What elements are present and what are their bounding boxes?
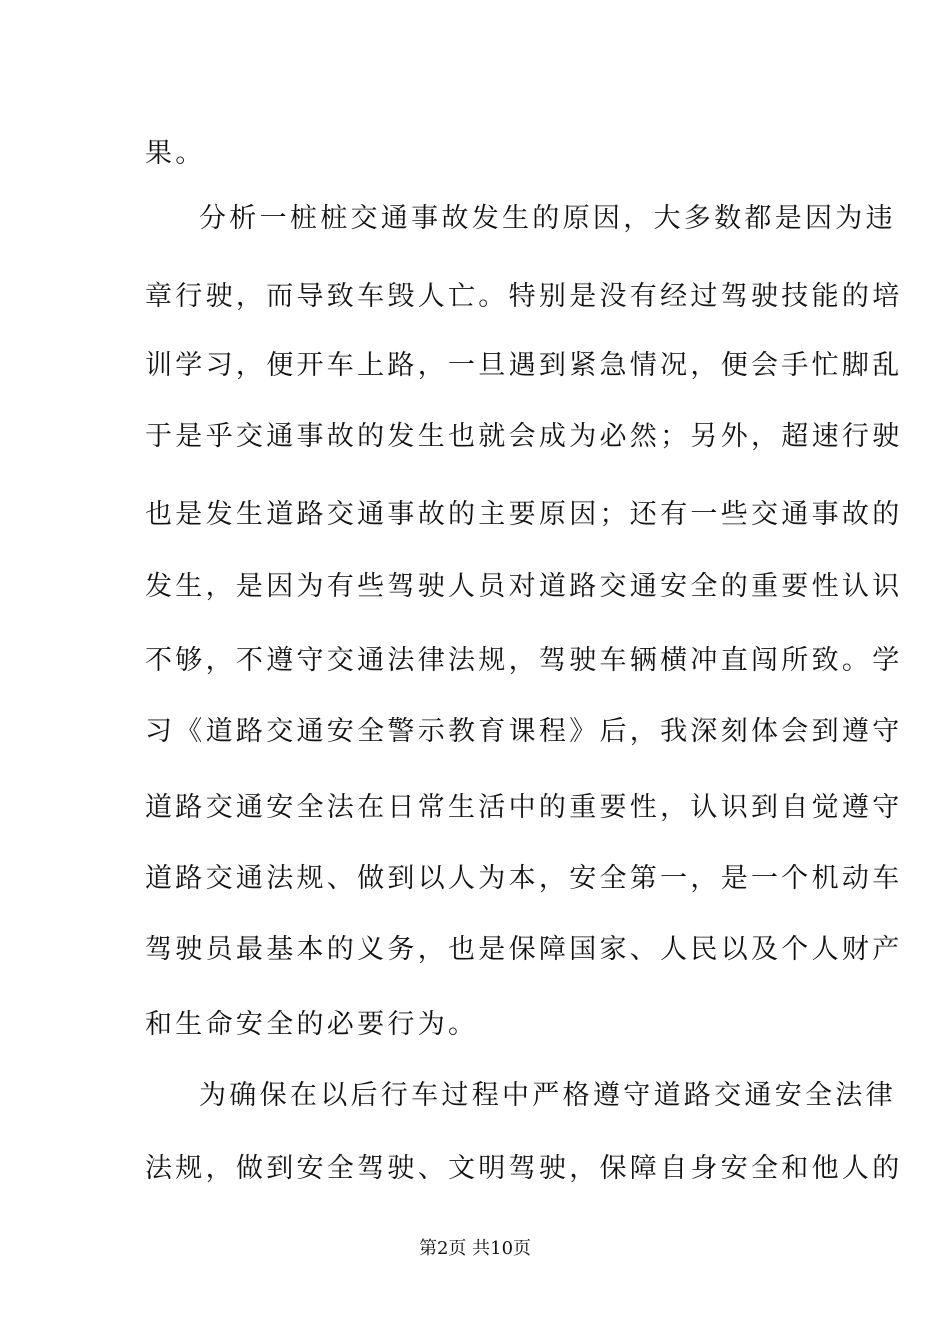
text-line-9: 习《道路交通安全警示教育课程》后，我深刻体会到遵守: [145, 716, 903, 747]
text-line-7: 发生，是因为有些驾驶人员对道路交通安全的重要性认识: [145, 571, 903, 602]
text-line-10: 道路交通安全法在日常生活中的重要性，认识到自觉遵守: [145, 792, 903, 823]
page-number-footer: 第2页 共10页: [418, 1238, 532, 1259]
text-line-2: 分析一桩桩交通事故发生的原因，大多数都是因为违: [199, 203, 896, 234]
text-line-6: 也是发生道路交通事故的主要原因；还有一些交通事故的: [145, 499, 903, 530]
text-line-15: 法规，做到安全驾驶、文明驾驶，保障自身安全和他人的: [145, 1153, 903, 1184]
text-line-3: 章行驶，而导致车毁人亡。特别是没有经过驾驶技能的培: [145, 281, 903, 312]
text-line-13: 和生命安全的必要行为。: [145, 1009, 479, 1040]
text-line-5: 于是乎交通事故的发生也就会成为必然；另外，超速行驶: [145, 421, 903, 452]
text-line-4: 训学习，便开车上路，一旦遇到紧急情况，便会手忙脚乱: [145, 350, 903, 381]
text-line-1: 果。: [145, 138, 206, 169]
text-line-11: 道路交通法规、做到以人为本，安全第一，是一个机动车: [145, 863, 903, 894]
text-line-12: 驾驶员最基本的义务，也是保障国家、人民以及个人财产: [145, 934, 903, 965]
text-line-8: 不够，不遵守交通法律法规，驾驶车辆横冲直闯所致。学: [145, 645, 903, 676]
text-line-14: 为确保在以后行车过程中严格遵守道路交通安全法律: [199, 1080, 896, 1111]
